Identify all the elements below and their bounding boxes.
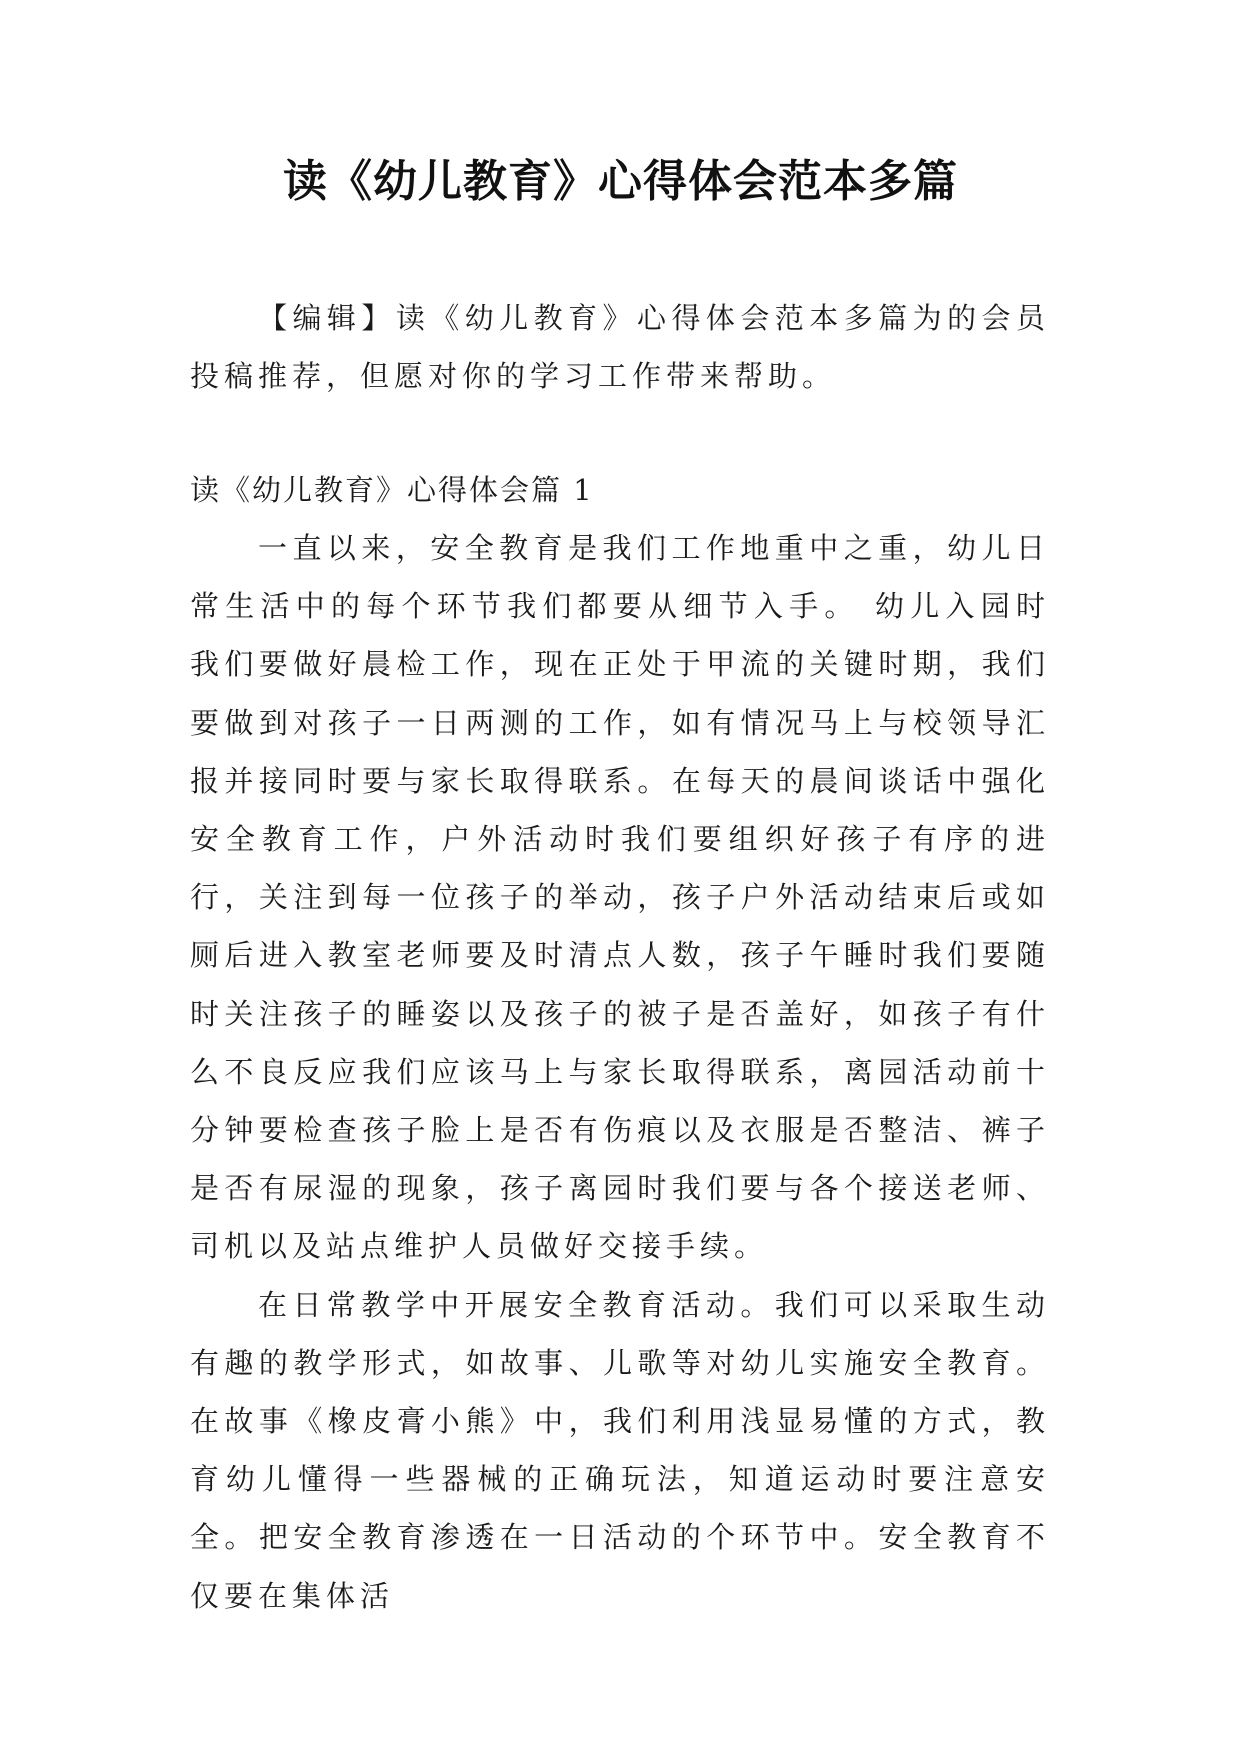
intro-paragraph: 【编辑】读《幼儿教育》心得体会范本多篇为的会员投稿推荐，但愿对你的学习工作带来帮助。 — [190, 301, 1050, 393]
section-1 — [190, 461, 1050, 1625]
section-title: 读《幼儿教育》心得体会篇 1 — [190, 473, 594, 507]
body-paragraph-1: 一直以来，安全教育是我们工作地重中之重，幼儿日常生活中的每个环节我们都要从细节入手。 幼儿入园时我们要做好晨检工作，现在正处于甲流的关键时期，我们要做到对孩子一日两测的工作，如有情况马上与校领导汇报并接同时要与家长取得联系。在每天的晨间谈话中强化安全教育工作，户外活动时我们要组织好孩子有序的进行，关注到每一位孩子的举动，孩子户外活动结束后或如厕后进入教室老师要及时清点人数，孩子午睡时我们要随时关注孩子的睡姿以及孩子的被子是否盖好，如孩子有什么不良反应我们应该马上与家长取得联系，离园活动前十分钟要检查孩子脸上是否有伤痕以及衣服是否整洁、裤子是否有尿湿的现象，孩子离园时我们要与各个接送老师、司机以及站点维护人员做好交接手续。 — [190, 531, 1050, 1264]
document-title: 读《幼儿教育》心得体会范本多篇 — [283, 156, 958, 207]
body-paragraph-2: 在日常教学中开展安全教育活动。我们可以采取生动有趣的教学形式，如故事、儿歌等对幼儿实施安全教育。在故事《橡皮膏小熊》中，我们利用浅显易懂的方式，教育幼儿懂得一些器械的正确玩法，知道运动时要注意安全。把安全教育渗透在一日活动的个环节中。安全教育不仅要在集体活 — [190, 1287, 1050, 1613]
